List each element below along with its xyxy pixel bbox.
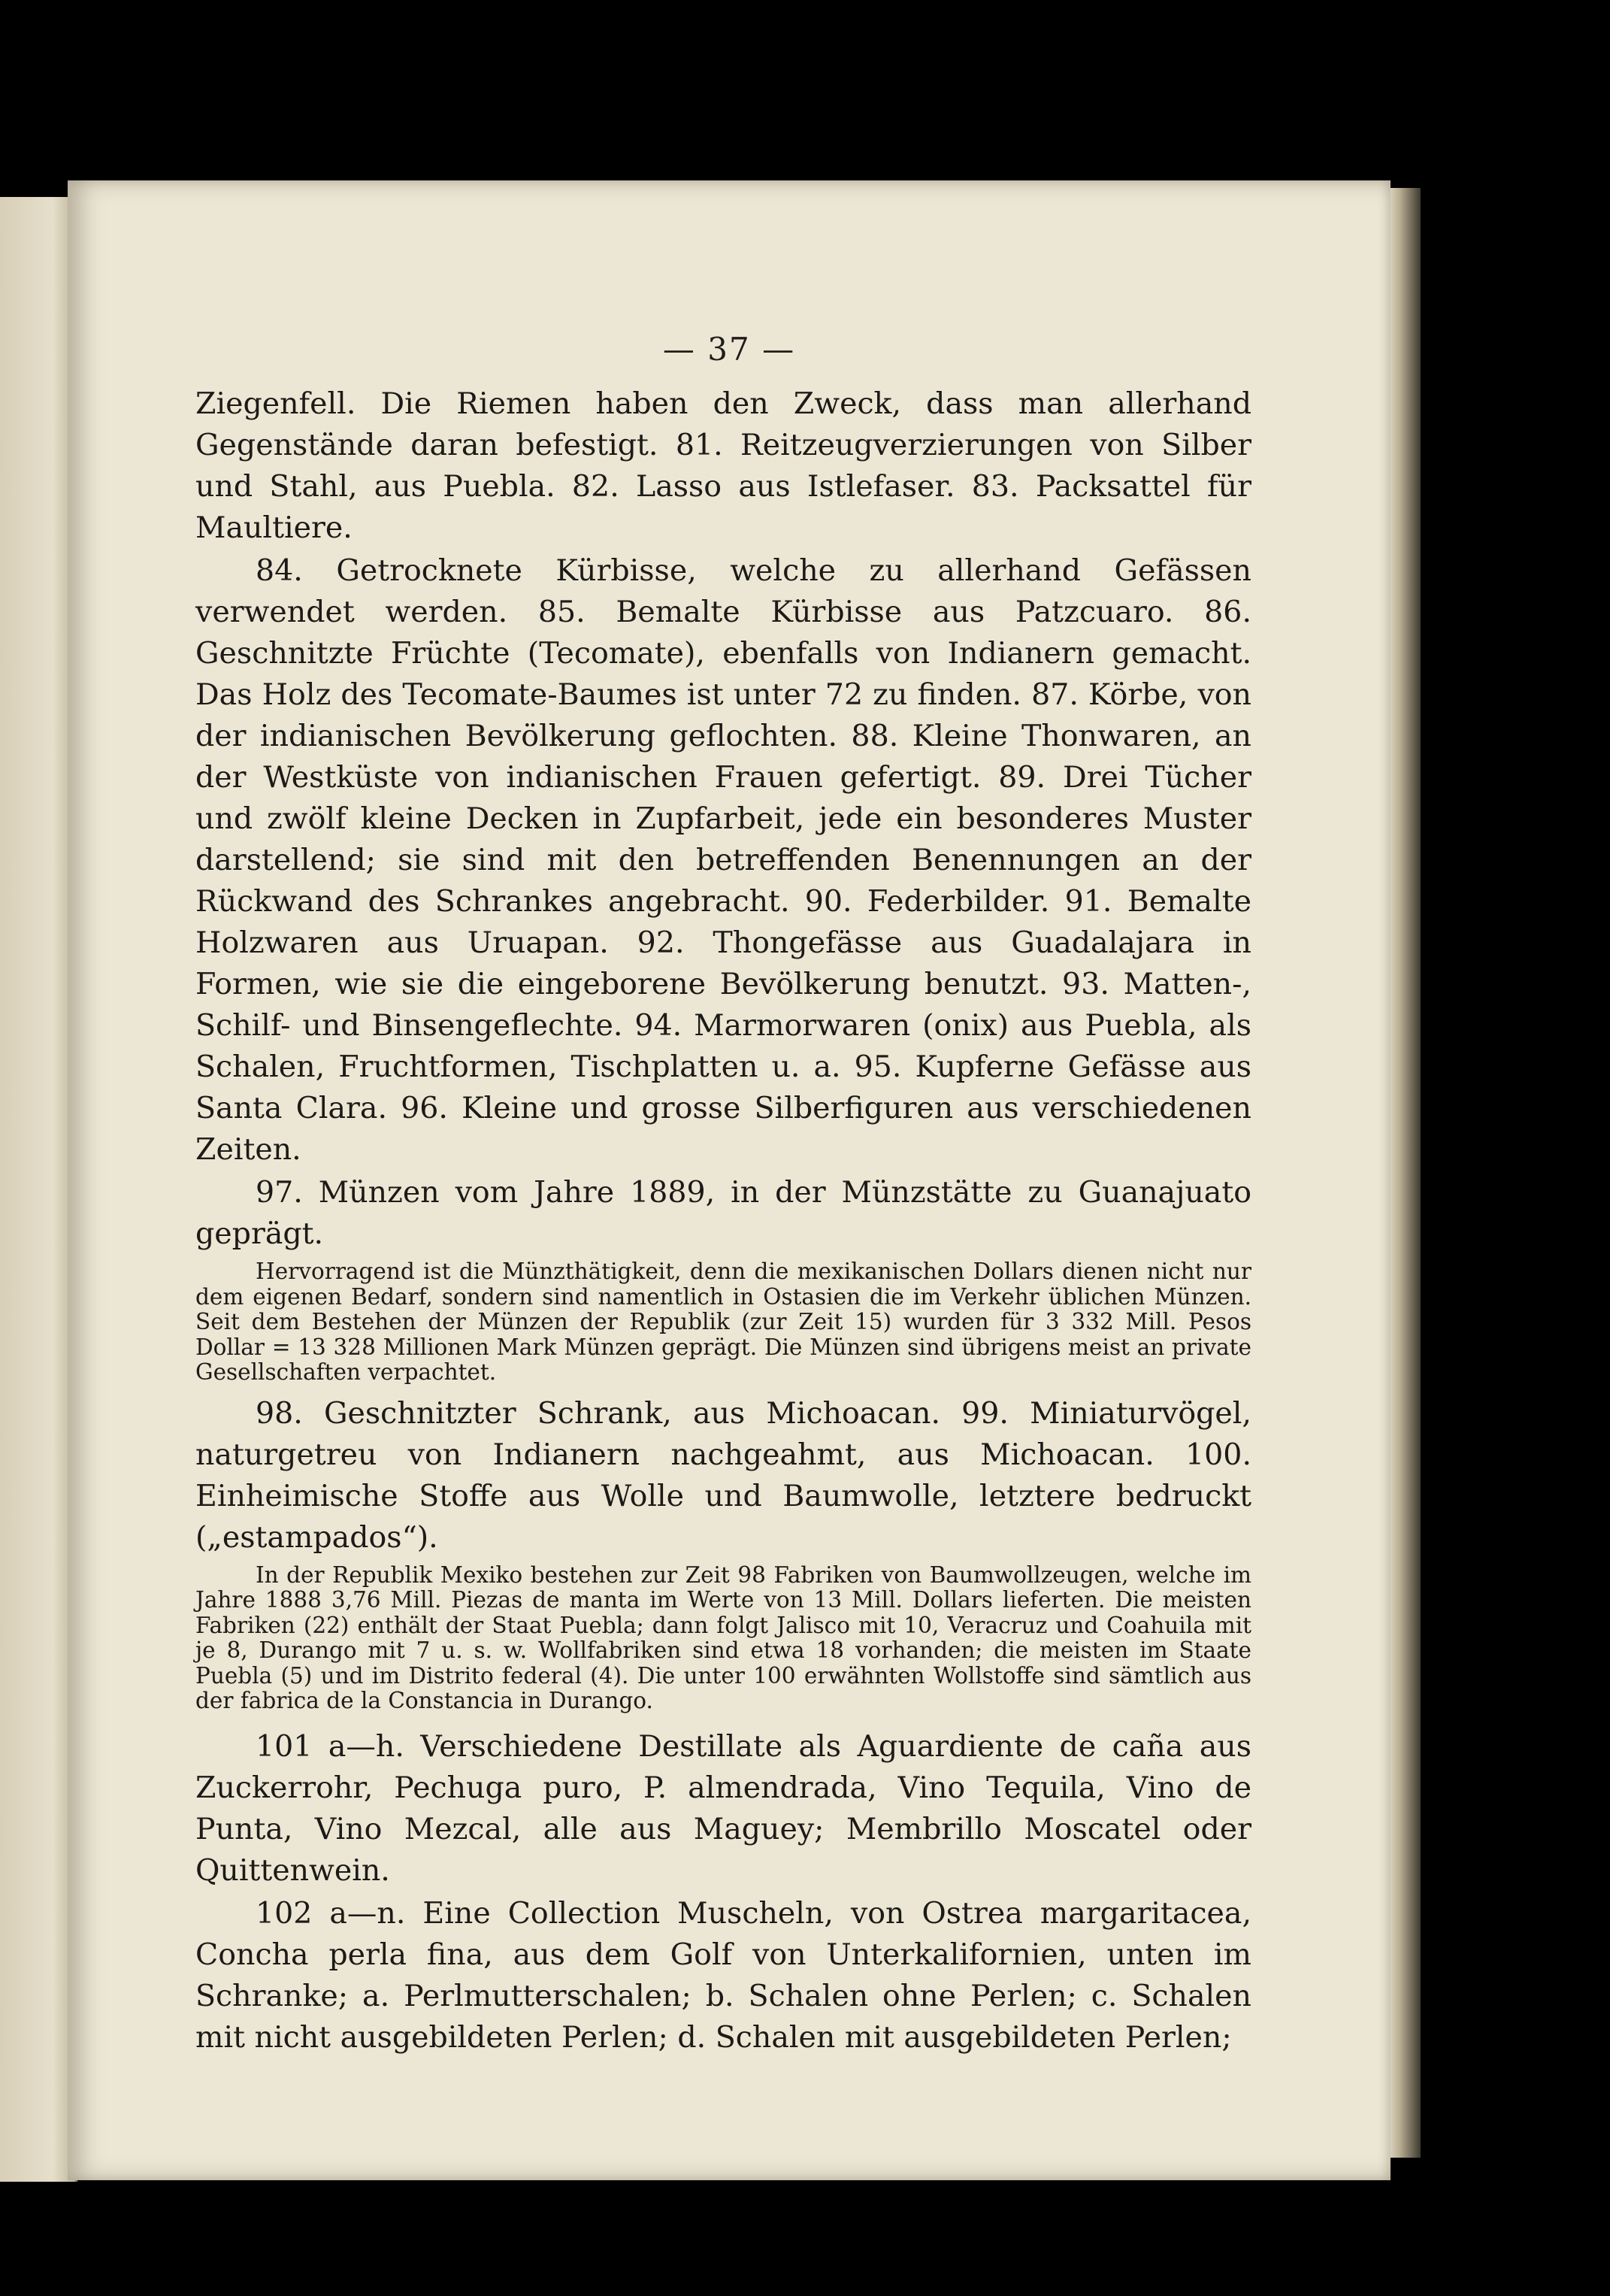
paragraph-item-97: 97. Münzen vom Jahre 1889, in der Münzstätte zu Guanajuato geprägt. xyxy=(195,1175,1251,1251)
note-coinage: Hervorragend ist die Münzthätigkeit, denn die mexikanischen Dollars dienen nicht nur dem eigenen Bedarf, sondern sind namentlich in Ostasien die im Verkehr üblichen Münzen. Seit dem Bestehen der Münzen der Republik (zur Zeit 15) wurden für 3 332 Mill. Pesos Dollar = 13 328 Millionen Mark Münzen geprägt. Die Münzen sind übrigens meist an private Gesellschaften verpachtet. xyxy=(195,1259,1251,1385)
page-content xyxy=(195,383,1251,2058)
book-page xyxy=(68,180,1391,2180)
paragraph-item-102: 102 a—n. Eine Collection Muscheln, von Ostrea margaritacea, Concha perla fina, aus dem Golf von Unterkalifornien, unten im Schranke; a. Perlmutterschalen; b. Schalen ohne Perlen; c. Schalen mit nicht ausgebildeten Perlen; d. Schalen mit ausgebildeten Perlen; xyxy=(195,1895,1251,2055)
paragraph-item-80-83: Ziegenfell. Die Riemen haben den Zweck, dass man allerhand Gegenstände daran befestigt. 81. Reitzeugverzierungen von Silber und Stahl, aus Puebla. 82. Lasso aus Istlefaser. 83. Packsattel für Maultiere. xyxy=(195,386,1251,545)
previous-page-edge xyxy=(0,197,77,2182)
paragraph-items-84-96: 84. Getrocknete Kürbisse, welche zu allerhand Gefässen verwendet werden. 85. Bemalte Kürbisse aus Patzcuaro. 86. Geschnitzte Früchte (Tecomate), ebenfalls von Indianern gemacht. Das Holz des Tecomate-Baumes ist unter 72 zu finden. 87. Körbe, von der indianischen Bevölkerung geflochten. 88. Kleine Thonwaren, an der Westküste von indianischen Frauen gefertigt. 89. Drei Tücher und zwölf kleine Decken in Zupfarbeit, jede ein besonderes Muster darstellend; sie sind mit den betreffenden Benennungen an der Rückwand des Schrankes angebracht. 90. Federbilder. 91. Bemalte Holzwaren aus Uruapan. 92. Thongefässe aus Guadalajara in Formen, wie sie die eingeborene Bevölkerung benutzt. 93. Matten-, Schilf- und Binsengeflechte. 94. Marmorwaren (onix) aus Puebla, als Schalen, Fruchtformen, Tischplatten u. a. 95. Kupferne Gefässe aus Santa Clara. 96. Kleine und grosse Silberfiguren aus verschiedenen Zeiten. xyxy=(195,553,1251,1167)
note-textile-factories: In der Republik Mexiko bestehen zur Zeit 98 Fabriken von Baumwollzeugen, welche im Jahre 1888 3,76 Mill. Piezas de manta im Werte von 13 Mill. Dollars lieferten. Die meisten Fabriken (22) enthält der Staat Puebla; dann folgt Jalisco mit 10, Veracruz und Coahuila mit je 8, Durango mit 7 u. s. w. Wollfabriken sind etwa 18 vorhanden; die meisten im Staate Puebla (5) und im Distrito federal (4). Die unter 100 erwähnten Wollstoffe sind sämtlich aus der fabrica de la Constancia in Durango. xyxy=(195,1561,1251,1713)
page-number: — 37 — xyxy=(662,331,796,368)
paragraph-items-98-100: 98. Geschnitzter Schrank, aus Michoacan. 99. Miniaturvögel, naturgetreu von Indianern nachgeahmt, aus Michoacan. 100. Einheimische Stoffe aus Wolle und Baumwolle, letztere bedruckt („estampados“). xyxy=(195,1395,1251,1555)
paragraph-item-101: 101 a—h. Verschiedene Destillate als Aguardiente de caña aus Zuckerrohr, Pechuga puro, P. almendrada, Vino Tequila, Vino de Punta, Vino Mezcal, alle aus Maguey; Membrillo Moscatel oder Quittenwein. xyxy=(195,1728,1251,1888)
